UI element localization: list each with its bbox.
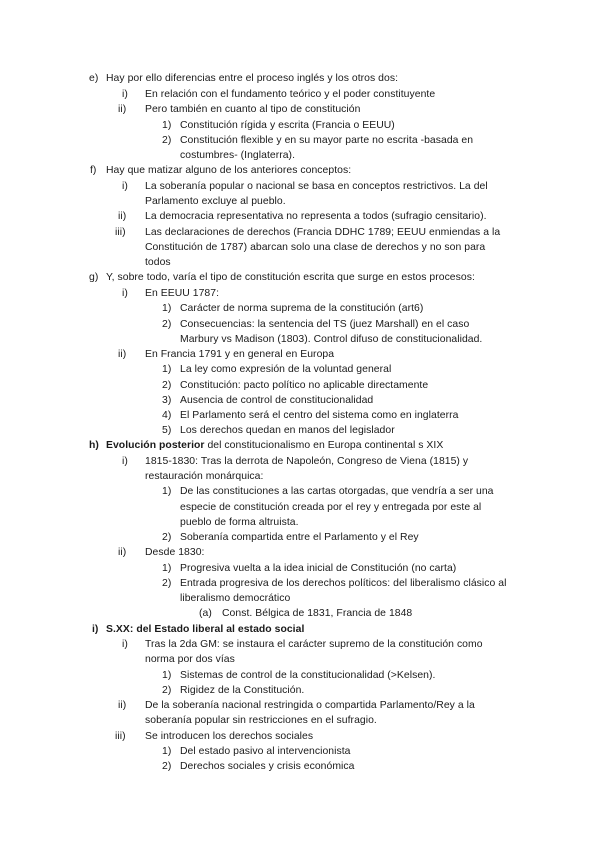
item-h-ii-2-a-marker: (a) [199,608,212,619]
item-f-iii-marker: iii) [115,227,126,238]
item-e-ii-1-marker: 1) [162,120,172,131]
item-i-ii-line1: De la soberanía nacional restringida o compartida Parlamento/Rey a la [145,700,475,711]
item-e-i-marker: i) [122,89,128,100]
item-g-marker: g) [89,272,99,283]
item-g-ii-1-text: La ley como expresión de la voluntad general [180,364,392,375]
item-g-i-2-line2: Marbury vs Madison (1803). Control difuso de constitucionalidad. [180,334,483,345]
item-g-text: Y, sobre todo, varía el tipo de constitución escrita que surge en estos procesos: [106,272,475,283]
item-i-i-1-text: Sistemas de control de la constitucionalidad (>Kelsen). [180,670,436,681]
item-e-text: Hay por ello diferencias entre el proceso inglés y los otros dos: [106,73,399,84]
item-i-iii-2-text: Derechos sociales y crisis económica [180,761,355,772]
item-h-i-1-line2: especie de constitución creada por el rey y entregada por este al [180,502,482,513]
item-f-i-marker: i) [122,181,128,192]
item-g-ii-3-marker: 3) [162,395,172,406]
item-i-iii-marker: iii) [115,731,126,742]
item-g-i-2-line1: Consecuencias: la sentencia del TS (juez Marshall) en el caso [180,319,470,330]
item-h-rest-text: del constitucionalismo en Europa continental s XIX [204,440,444,451]
item-g-ii-text: En Francia 1791 y en general en Europa [145,349,335,360]
item-e-i-text: En relación con el fundamento teórico y el poder constituyente [145,89,436,100]
item-h-ii-1-text: Progresiva vuelta a la idea inicial de Constitución (no carta) [180,563,457,574]
item-h-i-line1: 1815-1830: Tras la derrota de Napoleón, Congreso de Viena (1815) y [145,456,469,467]
item-g-ii-2-text: Constitución: pacto político no aplicable directamente [180,380,429,391]
item-e-ii-2-marker: 2) [162,135,172,146]
item-e-ii-2-line2: costumbres- (Inglaterra). [180,150,296,161]
item-e-ii-2-line1: Constitución flexible y en su mayor parte no escrita -basada en [180,135,474,146]
item-h-i-1-marker: 1) [162,486,172,497]
item-h-i-2-marker: 2) [162,532,172,543]
item-g-ii-1-marker: 1) [162,364,172,375]
item-i-iii-2-marker: 2) [162,761,172,772]
item-g-ii-5-text: Los derechos quedan en manos del legislador [180,425,395,436]
item-g-i-2-marker: 2) [162,319,172,330]
item-h-bold-text: Evolución posterior [106,440,205,451]
item-g-ii-4-text: El Parlamento será el centro del sistema como en inglaterra [180,410,459,421]
item-h-marker: h) [89,440,99,451]
item-i-i-1-marker: 1) [162,670,172,681]
item-e-ii-marker: ii) [118,104,127,115]
item-g-ii-4-marker: 4) [162,410,172,421]
item-g-i-1-marker: 1) [162,303,172,314]
item-g-ii-2-marker: 2) [162,380,172,391]
item-f-iii-line1: Las declaraciones de derechos (Francia DDHC 1789; EEUU enmiendas a la [145,227,501,238]
item-i-heading: S.XX: del Estado liberal al estado social [106,624,305,635]
item-g-ii-5-marker: 5) [162,425,172,436]
item-f-iii-line3: todos [145,257,171,268]
item-f-text: Hay que matizar alguno de los anteriores conceptos: [106,165,352,176]
item-i-iii-1-marker: 1) [162,746,172,757]
item-h-ii-marker: ii) [118,547,127,558]
item-h-heading [106,438,443,453]
item-i-marker: i) [92,624,99,635]
item-i-iii-1-text: Del estado pasivo al intervencionista [180,746,351,757]
item-g-i-marker: i) [122,288,128,299]
item-g-ii-3-text: Ausencia de control de constitucionalidad [180,395,374,406]
item-i-i-line1: Tras la 2da GM: se instaura el carácter supremo de la constitución como [145,639,483,650]
item-f-marker: f) [90,165,97,176]
item-h-ii-text: Desde 1830: [145,547,205,558]
item-h-ii-2-line2: liberalismo democrático [180,593,291,604]
item-f-ii-marker: ii) [118,211,127,222]
item-h-i-2-text: Soberanía compartida entre el Parlamento y el Rey [180,532,419,543]
item-h-ii-2-marker: 2) [162,578,172,589]
item-h-i-1-line1: De las constituciones a las cartas otorgadas, que vendría a ser una [180,486,494,497]
item-h-ii-2-line1: Entrada progresiva de los derechos políticos: del liberalismo clásico al [180,578,507,589]
item-h-i-line2: restauración monárquica: [145,471,264,482]
item-f-i-line1: La soberanía popular o nacional se basa en conceptos restrictivos. La del [145,181,488,192]
item-i-i-2-marker: 2) [162,685,172,696]
item-h-ii-1-marker: 1) [162,563,172,574]
item-h-i-1-line3: pueblo de forma altruista. [180,517,299,528]
item-h-i-marker: i) [122,456,128,467]
item-i-iii-text: Se introducen los derechos sociales [145,731,314,742]
item-i-ii-marker: ii) [118,700,127,711]
item-i-i-line2: norma por dos vías [145,654,235,665]
item-f-iii-line2: Constitución de 1787) abarcan solo una clase de derechos y no son para [145,242,486,253]
item-i-ii-line2: soberanía popular sin restricciones en el sufragio. [145,715,377,726]
item-g-i-text: En EEUU 1787: [145,288,220,299]
item-g-ii-marker: ii) [118,349,127,360]
item-e-marker: e) [89,73,99,84]
item-e-ii-1-text: Constitución rígida y escrita (Francia o EEUU) [180,120,395,131]
item-f-i-line2: Parlamento excluye al pueblo. [145,196,286,207]
item-e-ii-text: Pero también en cuanto al tipo de constitución [145,104,361,115]
item-f-ii-text: La democracia representativa no representa a todos (sufragio censitario). [145,211,487,222]
item-i-i-marker: i) [122,639,128,650]
item-i-i-2-text: Rigidez de la Constitución. [180,685,305,696]
item-h-ii-2-a-text: Const. Bélgica de 1831, Francia de 1848 [222,608,413,619]
item-g-i-1-text: Carácter de norma suprema de la constitución (art6) [180,303,424,314]
